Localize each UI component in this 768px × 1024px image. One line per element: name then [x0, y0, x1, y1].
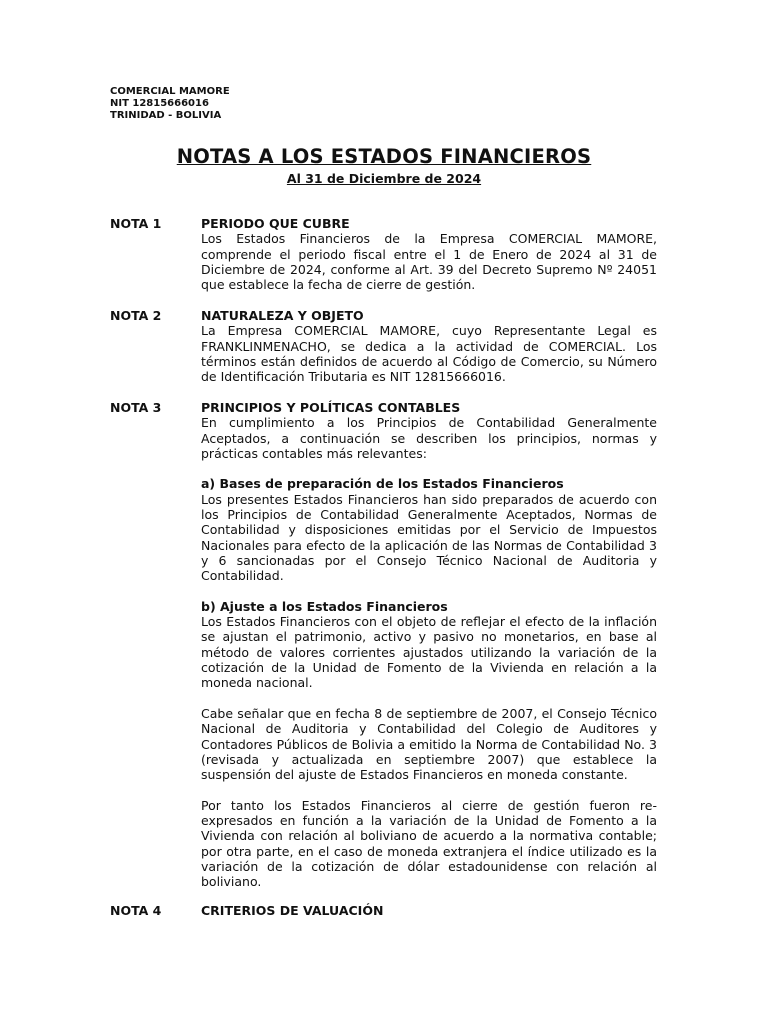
- nota-3-section-b-text-1: Los Estados Financieros con el objeto de reflejar el efecto de la inflación se ajustan el patrimonio, activo y pasivo no monetarios, en base al método de valores corrientes ajustados utilizando la variación de la cotización de la Unidad de Fomento de la Vivienda en relación a la moneda nacional.: [201, 614, 657, 691]
- nota-1-text: Los Estados Financieros de la Empresa COMERCIAL MAMORE, comprende el periodo fiscal entre el 1 de Enero de 2024 al 31 de Diciembre de 2024, conforme al Art. 39 del Decreto Supremo Nº 24051 que establece la fecha de cierre de gestión.: [201, 231, 657, 293]
- paragraph-gap: [201, 782, 657, 797]
- company-location: TRINIDAD - BOLIVIA: [110, 110, 222, 121]
- nota-2-label: NOTA 2: [110, 308, 162, 323]
- nota-2-text: La Empresa COMERCIAL MAMORE, cuyo Representante Legal es FRANKLINMENACHO, se dedica a la actividad de COMERCIAL. Los términos están definidos de acuerdo al Código de Comercio, su Número de Identificación Tributaria es NIT 12815666016.: [201, 323, 657, 385]
- nota-3-intro: En cumplimiento a los Principios de Contabilidad Generalmente Aceptados, a continuación se describen los principios, normas y prácticas contables más relevantes:: [201, 415, 657, 461]
- nota-4-label: NOTA 4: [110, 903, 162, 918]
- nota-4-heading: CRITERIOS DE VALUACIÓN: [201, 903, 384, 918]
- nota-3-label: NOTA 3: [110, 400, 162, 415]
- document-title: NOTAS A LOS ESTADOS FINANCIEROS: [176, 145, 592, 168]
- nota-3-body: [201, 400, 657, 890]
- nota-3-section-b-text-2: Cabe señalar que en fecha 8 de septiembre de 2007, el Consejo Técnico Nacional de Auditoria y Contabilidad del Colegio de Auditores y Contadores Públicos de Bolivia a emitido la Norma de Contabilidad No. 3 (revisada y actualizada en septiembre 2007) que establece la suspensión del ajuste de Estados Financieros en moneda constante.: [201, 705, 657, 783]
- company-name: COMERCIAL MAMORE: [110, 86, 230, 97]
- company-nit: NIT 12815666016: [110, 98, 209, 109]
- document-subtitle: Al 31 de Diciembre de 2024: [286, 171, 482, 186]
- nota-3-section-a-text: Los presentes Estados Financieros han sido preparados de acuerdo con los Principios de Contabilidad Generalmente Aceptados, Normas de Contabilidad y disposiciones emitidas por el Servicio de Impuestos Nacionales para efecto de la aplicación de las Normas de Contabilidad 3 y 6 sancionadas por el Consejo Técnico Nacional de Auditoria y Contabilidad.: [201, 491, 657, 584]
- nota-3-heading: PRINCIPIOS Y POLÍTICAS CONTABLES: [201, 400, 461, 415]
- nota-3-section-b-text-3: Por tanto los Estados Financieros al cierre de gestión fueron re-expresados en función a la variación de la Unidad de Fomento a la Vivienda con relación al boliviano de acuerdo a la normativa contable; por otra parte, en el caso de moneda extranjera el índice utilizado es la variación de la cotización de dólar estadounidense con relación al boliviano.: [201, 797, 657, 890]
- nota-3-section-b-heading: b) Ajuste a los Estados Financieros: [201, 598, 448, 614]
- nota-4-body: [201, 903, 657, 918]
- nota-1-body: [201, 216, 657, 292]
- nota-2-heading: NATURALEZA Y OBJETO: [201, 308, 364, 323]
- paragraph-gap: [201, 691, 657, 706]
- company-header: [110, 86, 230, 122]
- nota-2-body: [201, 308, 657, 384]
- nota-1-heading: PERIODO QUE CUBRE: [201, 216, 350, 231]
- nota-1-label: NOTA 1: [110, 216, 162, 231]
- nota-3-section-a-heading: a) Bases de preparación de los Estados Financieros: [201, 476, 564, 492]
